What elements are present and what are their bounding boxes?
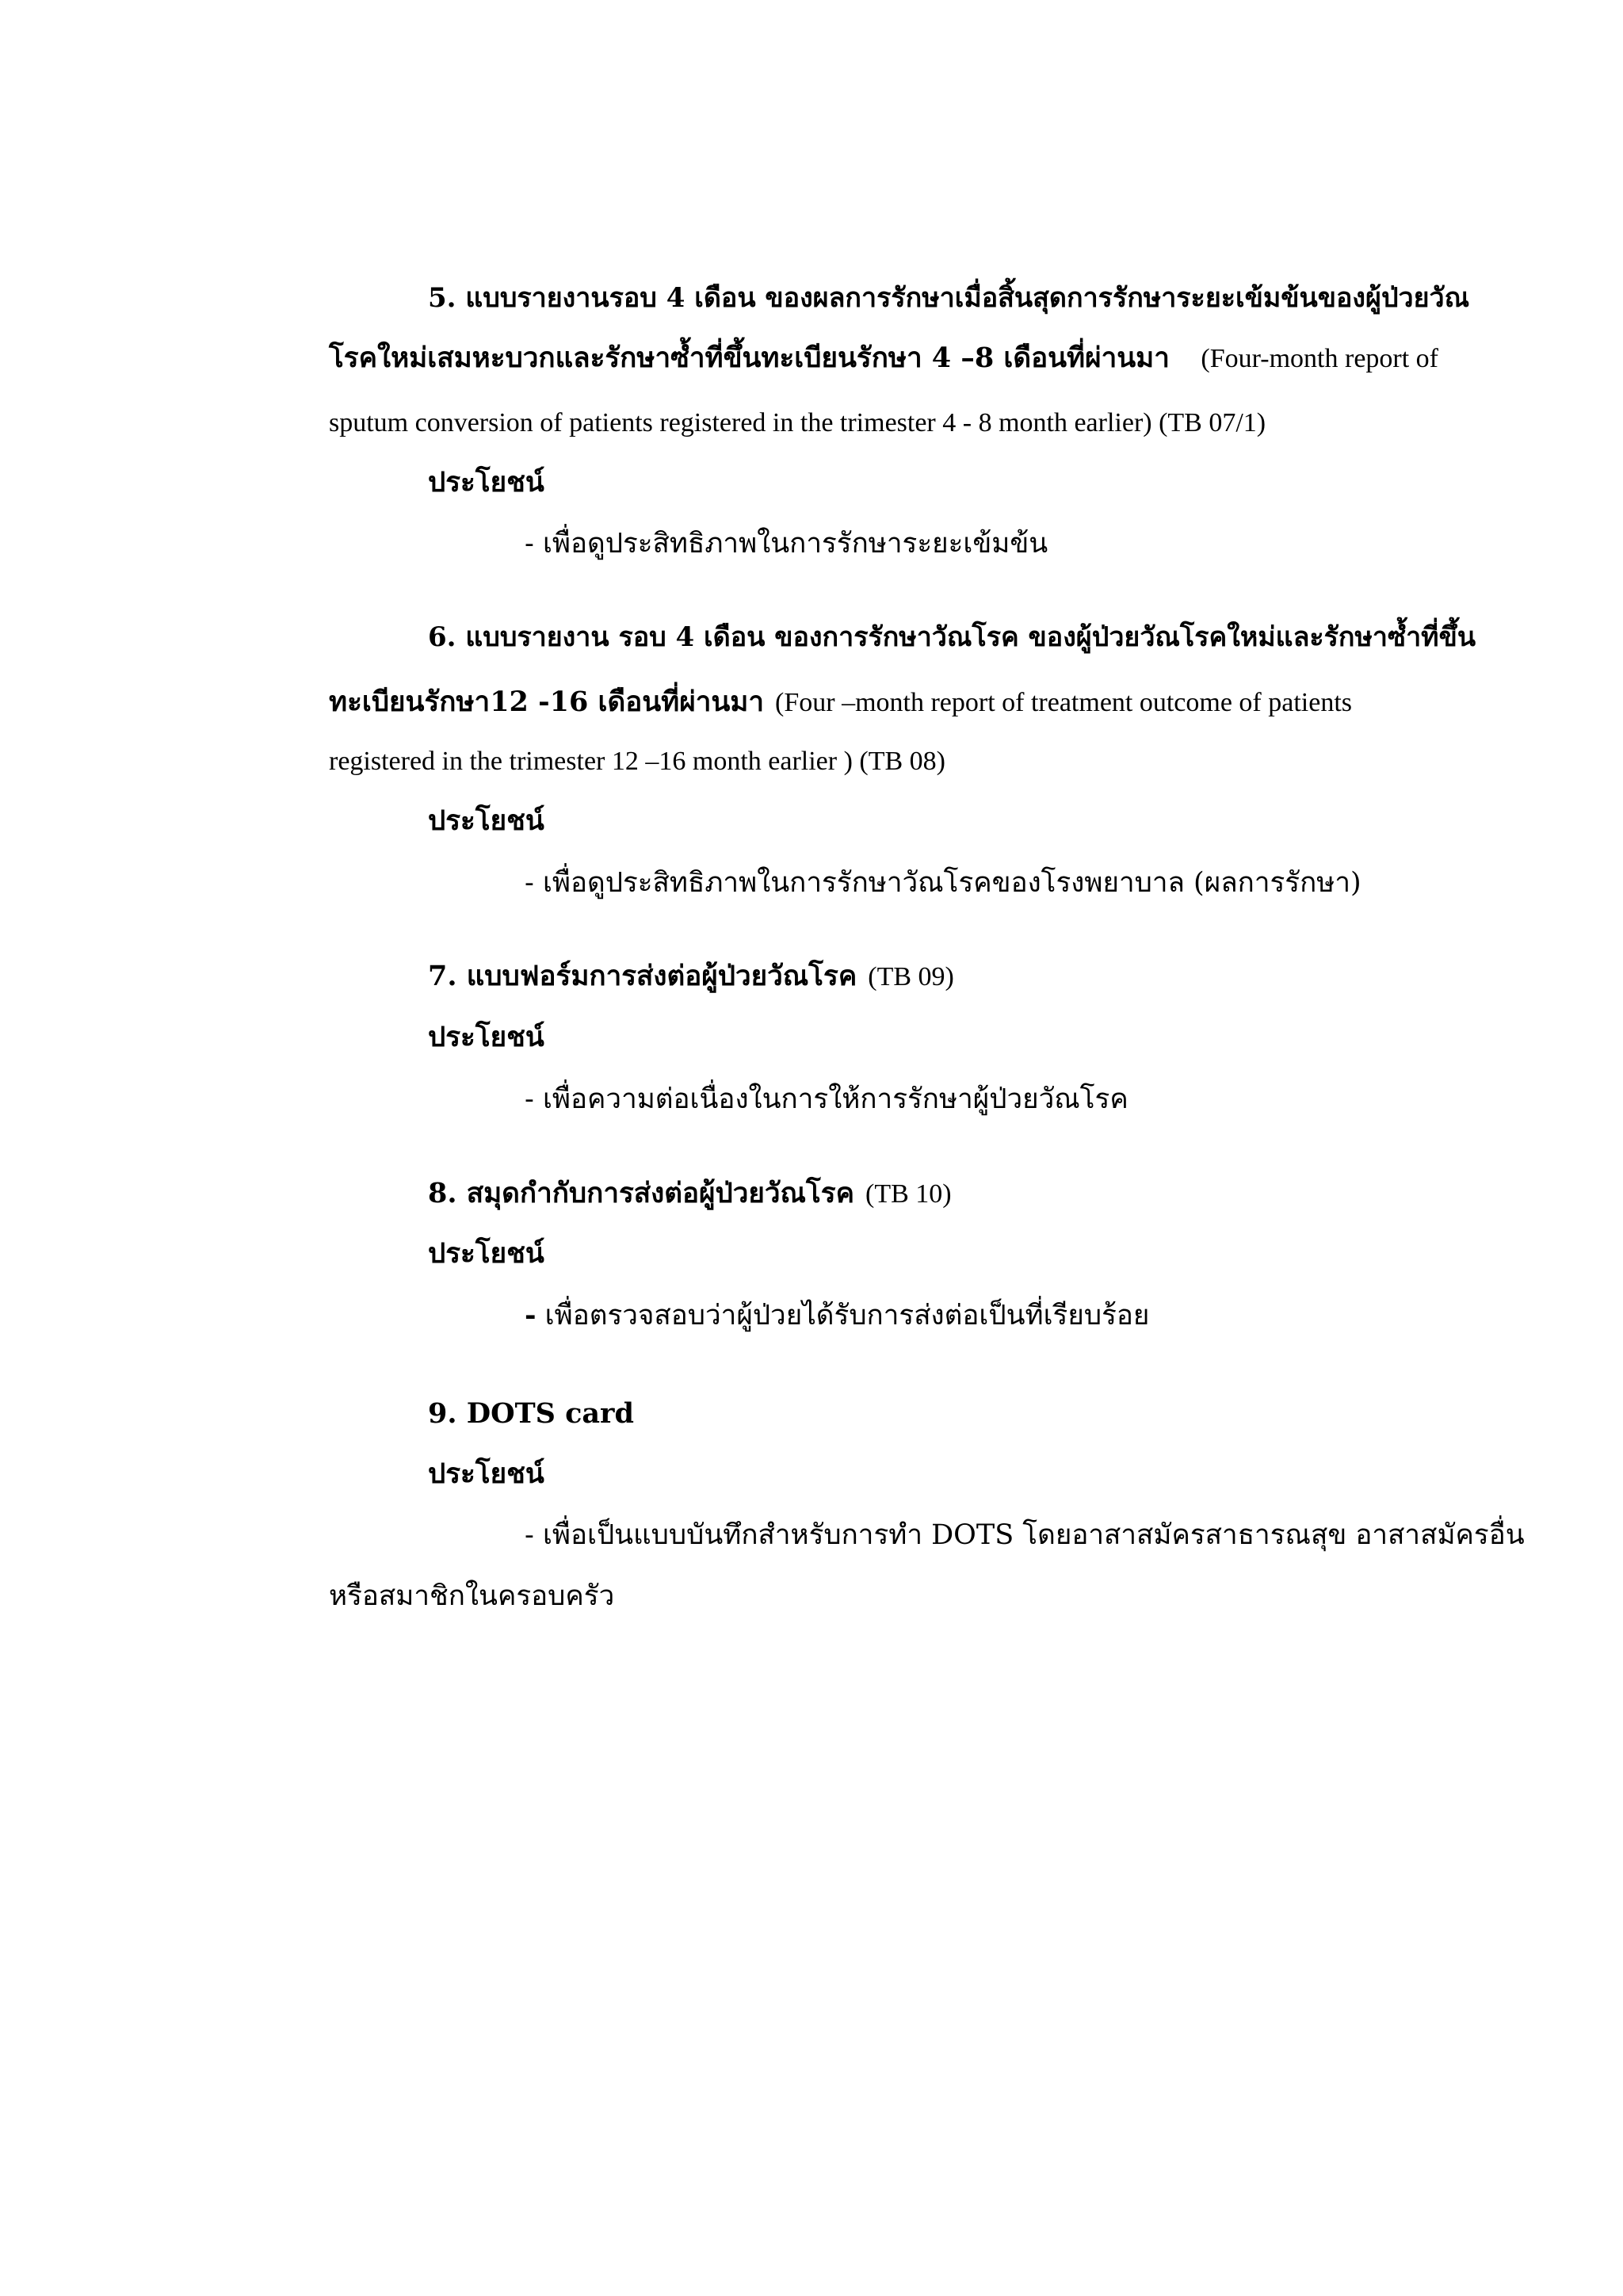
section-5-benefit-text: - เพื่อดูประสิทธิภาพในการรักษาระยะเข้มข้น bbox=[525, 528, 1048, 560]
section-6-title-line2-thai: ทะเบียนรักษา12 -16 เดือนที่ผ่านมา bbox=[329, 686, 765, 718]
section-9-title: 9. DOTS card bbox=[428, 1397, 634, 1430]
section-8-title bbox=[428, 1175, 952, 1213]
section-6-benefit-heading: ประโยชน์ bbox=[428, 804, 544, 837]
section-5-title-line2-en: (Four-month report of bbox=[1201, 344, 1438, 373]
section-5-title-line1: 5. แบบรายงานรอบ 4 เดือน ของผลการรักษาเมื่อสิ้นสุดการรักษาระยะเข้มข้นของผู้ป่วยวัณ bbox=[428, 282, 1470, 314]
section-8-title-thai: 8. สมุดกำกับการส่งต่อผู้ป่วยวัณโรค bbox=[428, 1177, 855, 1209]
section-6-benefit-text: - เพื่อดูประสิทธิภาพในการรักษาวัณโรคของโรงพยาบาล (ผลการรักษา) bbox=[525, 867, 1361, 899]
section-7-title-en: (TB 09) bbox=[868, 962, 954, 991]
section-9-benefit-text: - เพื่อเป็นแบบบันทึกสำหรับการทำ DOTS โดยอาสาสมัครสาธารณสุข อาสาสมัครอื่น bbox=[525, 1519, 1525, 1551]
section-6-title-line2 bbox=[329, 683, 1352, 721]
section-6-title-line1: 6. แบบรายงาน รอบ 4 เดือน ของการรักษาวัณโรค ของผู้ป่วยวัณโรคใหม่และรักษาซ้ำที่ขึ้น bbox=[428, 621, 1476, 653]
section-8-benefit-dash: - bbox=[525, 1299, 537, 1331]
section-9-benefit-text-cont: หรือสมาชิกในครอบครัว bbox=[329, 1580, 615, 1612]
section-7-benefit-text: - เพื่อความต่อเนื่องในการให้การรักษาผู้ป่วยวัณโรค bbox=[525, 1083, 1128, 1115]
section-6-title-line2-en: (Four –month report of treatment outcome of patients bbox=[775, 688, 1353, 717]
section-7-benefit-heading: ประโยชน์ bbox=[428, 1021, 544, 1053]
section-5-benefit-heading: ประโยชน์ bbox=[428, 466, 544, 499]
section-5-title-line2-thai: โรคใหม่เสมหะบวกและรักษาซ้ำที่ขึ้นทะเบียนรักษา 4 –8 เดือนที่ผ่านมา bbox=[329, 342, 1170, 374]
section-8-benefit-body: เพื่อตรวจสอบว่าผู้ป่วยได้รับการส่งต่อเป็นที่เรียบร้อย bbox=[544, 1300, 1150, 1331]
section-8-benefit-heading: ประโยชน์ bbox=[428, 1237, 544, 1270]
section-5-title-line2 bbox=[329, 339, 1438, 377]
section-7-title-thai: 7. แบบฟอร์มการส่งต่อผู้ป่วยวัณโรค bbox=[428, 960, 857, 992]
section-8-title-en: (TB 10) bbox=[865, 1179, 952, 1209]
section-5-title-line3: sputum conversion of patients registered in the trimester 4 - 8 month earlier) (TB 07/1) bbox=[329, 408, 1266, 437]
section-9-benefit-heading: ประโยชน์ bbox=[428, 1457, 544, 1490]
section-6-title-line3: registered in the trimester 12 –16 month earlier ) (TB 08) bbox=[329, 747, 945, 776]
section-7-title bbox=[428, 957, 954, 995]
section-8-benefit-text bbox=[525, 1297, 1149, 1335]
